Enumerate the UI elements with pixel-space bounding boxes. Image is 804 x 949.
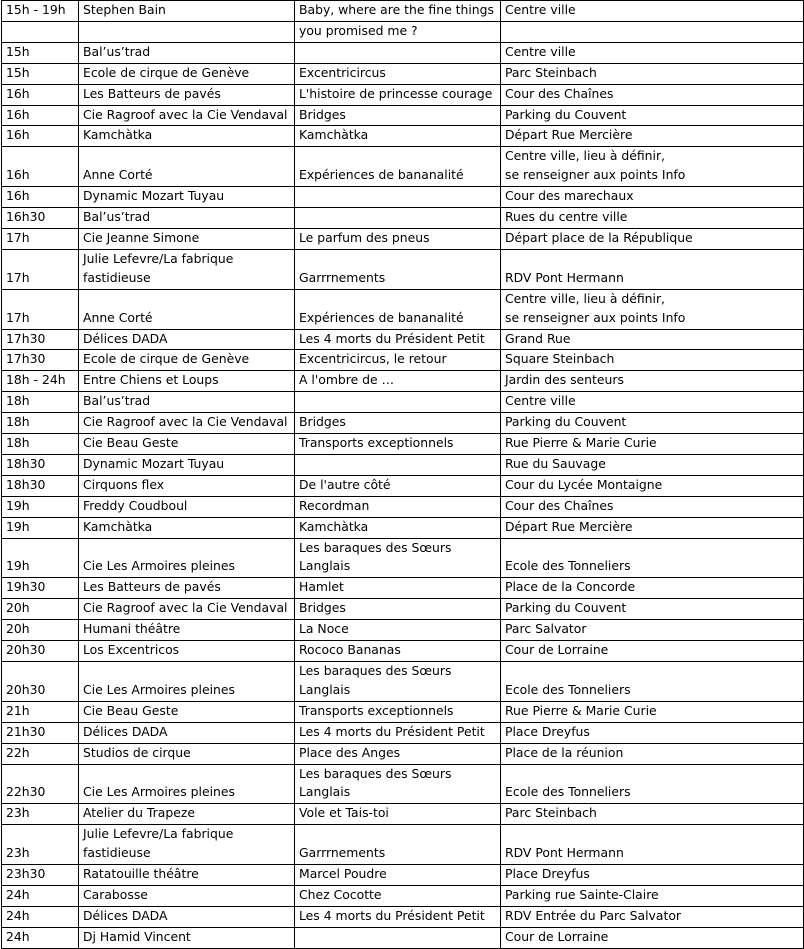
artist-cell: Cie Les Armoires pleines [79, 764, 295, 804]
time-cell: 16h [2, 84, 79, 105]
table-row [2, 927, 804, 948]
table-row [2, 578, 804, 599]
place-cell: Parking du Couvent [501, 413, 804, 434]
show-cell [295, 187, 501, 208]
table-row [2, 84, 804, 105]
place-cell: Cour des Chaînes [501, 84, 804, 105]
place-cell: Rue Pierre & Marie Curie [501, 434, 804, 455]
artist-cell: Julie Lefevre/La fabrique fastidieuse [79, 825, 295, 865]
show-cell [295, 454, 501, 475]
time-cell: 20h30 [2, 662, 79, 702]
table-row [2, 289, 804, 329]
show-cell: De l'autre côté [295, 475, 501, 496]
place-cell: Square Steinbach [501, 350, 804, 371]
artist-cell: Cirquons flex [79, 475, 295, 496]
place-cell: RDV Pont Hermann [501, 825, 804, 865]
table-row [2, 208, 804, 229]
place-cell: Place Dreyfus [501, 865, 804, 886]
place-cell: Place Dreyfus [501, 722, 804, 743]
show-cell: Recordman [295, 496, 501, 517]
place-cell: Départ Rue Mercière [501, 517, 804, 538]
artist-cell: Cie Ragroof avec la Cie Vendaval [79, 105, 295, 126]
place-cell: Rues du centre ville [501, 208, 804, 229]
table-row [2, 63, 804, 84]
place-cell: Parking rue Sainte-Claire [501, 885, 804, 906]
artist-cell: Délices DADA [79, 329, 295, 350]
place-cell: Cour des marechaux [501, 187, 804, 208]
table-row [2, 147, 804, 187]
place-cell: Ecole des Tonneliers [501, 538, 804, 578]
time-cell: 19h30 [2, 578, 79, 599]
table-row [2, 538, 804, 578]
table-row [2, 517, 804, 538]
table-row [2, 413, 804, 434]
table-row [2, 329, 804, 350]
place-cell: RDV Pont Hermann [501, 249, 804, 289]
show-cell: Rococo Bananas [295, 641, 501, 662]
place-cell: Parking du Couvent [501, 599, 804, 620]
time-cell: 18h [2, 434, 79, 455]
place-cell: Place de la Concorde [501, 578, 804, 599]
place-cell: Départ Rue Mercière [501, 126, 804, 147]
artist-cell: Kamchàtka [79, 517, 295, 538]
table-row [2, 105, 804, 126]
table-row [2, 249, 804, 289]
table-row [2, 371, 804, 392]
place-cell: Ecole des Tonneliers [501, 662, 804, 702]
time-cell: 17h [2, 289, 79, 329]
time-cell: 22h [2, 743, 79, 764]
artist-cell: Ecole de cirque de Genève [79, 63, 295, 84]
table-row [2, 187, 804, 208]
table-row [2, 42, 804, 63]
time-cell: 19h [2, 517, 79, 538]
place-cell: Centre ville [501, 1, 804, 22]
table-row [2, 454, 804, 475]
place-cell: Cour de Lorraine [501, 641, 804, 662]
place-cell: Rue du Sauvage [501, 454, 804, 475]
show-cell: Expériences de bananalité [295, 147, 501, 187]
artist-cell [79, 21, 295, 42]
table-row [2, 228, 804, 249]
time-cell: 21h [2, 701, 79, 722]
artist-cell: Cie Les Armoires pleines [79, 662, 295, 702]
place-cell: Cour du Lycée Montaigne [501, 475, 804, 496]
table-row [2, 885, 804, 906]
show-cell: Vole et Tais-toi [295, 804, 501, 825]
show-cell: Garrrnements [295, 825, 501, 865]
show-cell: Les baraques des Sœurs Langlais [295, 764, 501, 804]
time-cell: 18h30 [2, 475, 79, 496]
time-cell: 16h [2, 147, 79, 187]
artist-cell: Cie Beau Geste [79, 701, 295, 722]
artist-cell: Bal’us’trad [79, 42, 295, 63]
artist-cell: Les Batteurs de pavés [79, 84, 295, 105]
time-cell: 23h [2, 804, 79, 825]
place-cell [501, 21, 804, 42]
show-cell: Marcel Poudre [295, 865, 501, 886]
show-cell: Kamchàtka [295, 126, 501, 147]
time-cell: 20h [2, 620, 79, 641]
time-cell: 16h [2, 105, 79, 126]
schedule-body [2, 1, 804, 949]
show-cell: La Noce [295, 620, 501, 641]
show-cell: Excentricircus [295, 63, 501, 84]
show-cell: Baby, where are the fine things [295, 1, 501, 22]
artist-cell: Bal’us’trad [79, 208, 295, 229]
artist-cell: Cie Beau Geste [79, 434, 295, 455]
place-cell: Parc Steinbach [501, 63, 804, 84]
artist-cell: Julie Lefevre/La fabrique fastidieuse [79, 249, 295, 289]
place-cell: Parking du Couvent [501, 105, 804, 126]
place-cell: Centre ville, lieu à définir, se renseigner aux points Info [501, 147, 804, 187]
place-cell: Cour de Lorraine [501, 927, 804, 948]
artist-cell: Cie Ragroof avec la Cie Vendaval [79, 599, 295, 620]
place-cell: Jardin des senteurs [501, 371, 804, 392]
show-cell: you promised me ? [295, 21, 501, 42]
table-row [2, 620, 804, 641]
artist-cell: Stephen Bain [79, 1, 295, 22]
show-cell: Transports exceptionnels [295, 701, 501, 722]
time-cell: 17h [2, 228, 79, 249]
artist-cell: Studios de cirque [79, 743, 295, 764]
place-cell: Parc Steinbach [501, 804, 804, 825]
time-cell [2, 21, 79, 42]
place-cell: Centre ville [501, 42, 804, 63]
show-cell: Les baraques des Sœurs Langlais [295, 662, 501, 702]
time-cell: 24h [2, 885, 79, 906]
artist-cell: Ecole de cirque de Genève [79, 350, 295, 371]
artist-cell: Atelier du Trapeze [79, 804, 295, 825]
table-row [2, 804, 804, 825]
show-cell: Le parfum des pneus [295, 228, 501, 249]
artist-cell: Bal’us’trad [79, 392, 295, 413]
time-cell: 20h30 [2, 641, 79, 662]
show-cell: Les baraques des Sœurs Langlais [295, 538, 501, 578]
show-cell: Excentricircus, le retour [295, 350, 501, 371]
table-row [2, 701, 804, 722]
table-row [2, 475, 804, 496]
time-cell: 24h [2, 927, 79, 948]
place-cell: Ecole des Tonneliers [501, 764, 804, 804]
time-cell: 17h30 [2, 329, 79, 350]
show-cell: Bridges [295, 599, 501, 620]
table-row [2, 641, 804, 662]
show-cell [295, 208, 501, 229]
show-cell [295, 392, 501, 413]
show-cell: Bridges [295, 413, 501, 434]
table-row [2, 743, 804, 764]
show-cell: Les 4 morts du Président Petit [295, 329, 501, 350]
show-cell: Garrrnements [295, 249, 501, 289]
time-cell: 16h [2, 126, 79, 147]
table-row [2, 599, 804, 620]
show-cell [295, 42, 501, 63]
time-cell: 20h [2, 599, 79, 620]
artist-cell: Dynamic Mozart Tuyau [79, 187, 295, 208]
artist-cell: Cie Ragroof avec la Cie Vendaval [79, 413, 295, 434]
show-cell: Les 4 morts du Président Petit [295, 722, 501, 743]
show-cell: Expériences de bananalité [295, 289, 501, 329]
place-cell: Grand Rue [501, 329, 804, 350]
place-cell: Rue Pierre & Marie Curie [501, 701, 804, 722]
time-cell: 15h [2, 63, 79, 84]
show-cell: Chez Cocotte [295, 885, 501, 906]
table-row [2, 350, 804, 371]
table-row [2, 126, 804, 147]
artist-cell: Dj Hamid Vincent [79, 927, 295, 948]
artist-cell: Carabosse [79, 885, 295, 906]
time-cell: 19h [2, 496, 79, 517]
time-cell: 18h - 24h [2, 371, 79, 392]
time-cell: 24h [2, 906, 79, 927]
table-row [2, 434, 804, 455]
show-cell: Bridges [295, 105, 501, 126]
time-cell: 16h [2, 187, 79, 208]
artist-cell: Cie Les Armoires pleines [79, 538, 295, 578]
table-row [2, 392, 804, 413]
time-cell: 17h30 [2, 350, 79, 371]
table-row [2, 764, 804, 804]
table-row [2, 662, 804, 702]
place-cell: Place de la réunion [501, 743, 804, 764]
artist-cell: Anne Corté [79, 289, 295, 329]
show-cell: Place des Anges [295, 743, 501, 764]
show-cell: Hamlet [295, 578, 501, 599]
artist-cell: Kamchàtka [79, 126, 295, 147]
table-row [2, 722, 804, 743]
artist-cell: Ratatouille théâtre [79, 865, 295, 886]
place-cell: RDV Entrée du Parc Salvator [501, 906, 804, 927]
place-cell: Centre ville [501, 392, 804, 413]
table-row [2, 825, 804, 865]
time-cell: 23h [2, 825, 79, 865]
table-row [2, 865, 804, 886]
artist-cell: Freddy Coudboul [79, 496, 295, 517]
time-cell: 15h [2, 42, 79, 63]
time-cell: 21h30 [2, 722, 79, 743]
place-cell: Centre ville, lieu à définir, se renseigner aux points Info [501, 289, 804, 329]
table-row [2, 21, 804, 42]
artist-cell: Délices DADA [79, 722, 295, 743]
artist-cell: Humani théâtre [79, 620, 295, 641]
show-cell: Kamchàtka [295, 517, 501, 538]
time-cell: 23h30 [2, 865, 79, 886]
artist-cell: Los Excentricos [79, 641, 295, 662]
artist-cell: Entre Chiens et Loups [79, 371, 295, 392]
show-cell [295, 927, 501, 948]
place-cell: Départ place de la République [501, 228, 804, 249]
time-cell: 16h30 [2, 208, 79, 229]
show-cell: L'histoire de princesse courage [295, 84, 501, 105]
schedule-table [1, 0, 804, 949]
time-cell: 15h - 19h [2, 1, 79, 22]
artist-cell: Délices DADA [79, 906, 295, 927]
show-cell: A l'ombre de … [295, 371, 501, 392]
table-row [2, 906, 804, 927]
artist-cell: Anne Corté [79, 147, 295, 187]
artist-cell: Dynamic Mozart Tuyau [79, 454, 295, 475]
time-cell: 18h [2, 392, 79, 413]
place-cell: Parc Salvator [501, 620, 804, 641]
time-cell: 18h [2, 413, 79, 434]
time-cell: 18h30 [2, 454, 79, 475]
artist-cell: Cie Jeanne Simone [79, 228, 295, 249]
place-cell: Cour des Chaînes [501, 496, 804, 517]
show-cell: Transports exceptionnels [295, 434, 501, 455]
time-cell: 19h [2, 538, 79, 578]
artist-cell: Les Batteurs de pavés [79, 578, 295, 599]
time-cell: 22h30 [2, 764, 79, 804]
time-cell: 17h [2, 249, 79, 289]
table-row [2, 496, 804, 517]
show-cell: Les 4 morts du Président Petit [295, 906, 501, 927]
table-row [2, 1, 804, 22]
